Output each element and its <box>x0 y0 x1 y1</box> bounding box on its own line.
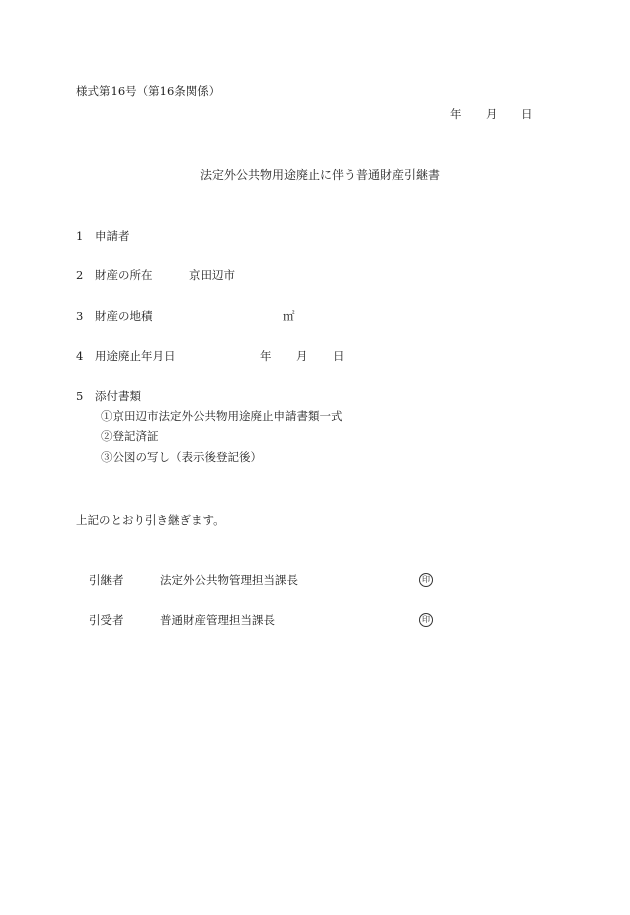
document-title: 法定外公共物用途廃止に伴う普通財産引継書 <box>200 168 441 182</box>
item-area-unit: ㎡ <box>283 309 295 323</box>
signature-title: 普通財産管理担当課長 <box>160 613 275 627</box>
date-day: 日 <box>521 107 533 121</box>
signature-role: 引継者 <box>89 573 124 587</box>
attachment-item: ③公図の写し（表示後登記後） <box>101 450 262 464</box>
item-number: 3 <box>76 309 84 323</box>
item-location-label: 財産の所在 <box>95 268 153 282</box>
item-number: 1 <box>76 229 84 243</box>
seal-icon: 印 <box>419 573 433 587</box>
item-location-value: 京田辺市 <box>189 268 235 282</box>
signature-title: 法定外公共物管理担当課長 <box>160 573 298 587</box>
date-month: 月 <box>486 107 498 121</box>
item-number: 5 <box>76 389 84 403</box>
item-number: 4 <box>76 349 84 363</box>
signature-role: 引受者 <box>89 613 124 627</box>
statement: 上記のとおり引き継ぎます。 <box>76 513 225 527</box>
item-area-label: 財産の地積 <box>95 309 153 323</box>
item-attachments-label: 添付書類 <box>95 389 141 403</box>
abolition-day: 日 <box>333 349 345 363</box>
seal-icon: 印 <box>419 613 433 627</box>
item-number: 2 <box>76 268 84 282</box>
abolition-year: 年 <box>260 349 272 363</box>
form-number: 様式第16号（第16条関係） <box>76 84 221 98</box>
item-applicant-label: 申請者 <box>95 229 130 243</box>
date-year: 年 <box>450 107 462 121</box>
item-abolition-date-label: 用途廃止年月日 <box>95 349 176 363</box>
attachment-item: ②登記済証 <box>101 429 159 443</box>
attachment-item: ①京田辺市法定外公共物用途廃止申請書類一式 <box>101 409 343 423</box>
abolition-month: 月 <box>296 349 308 363</box>
